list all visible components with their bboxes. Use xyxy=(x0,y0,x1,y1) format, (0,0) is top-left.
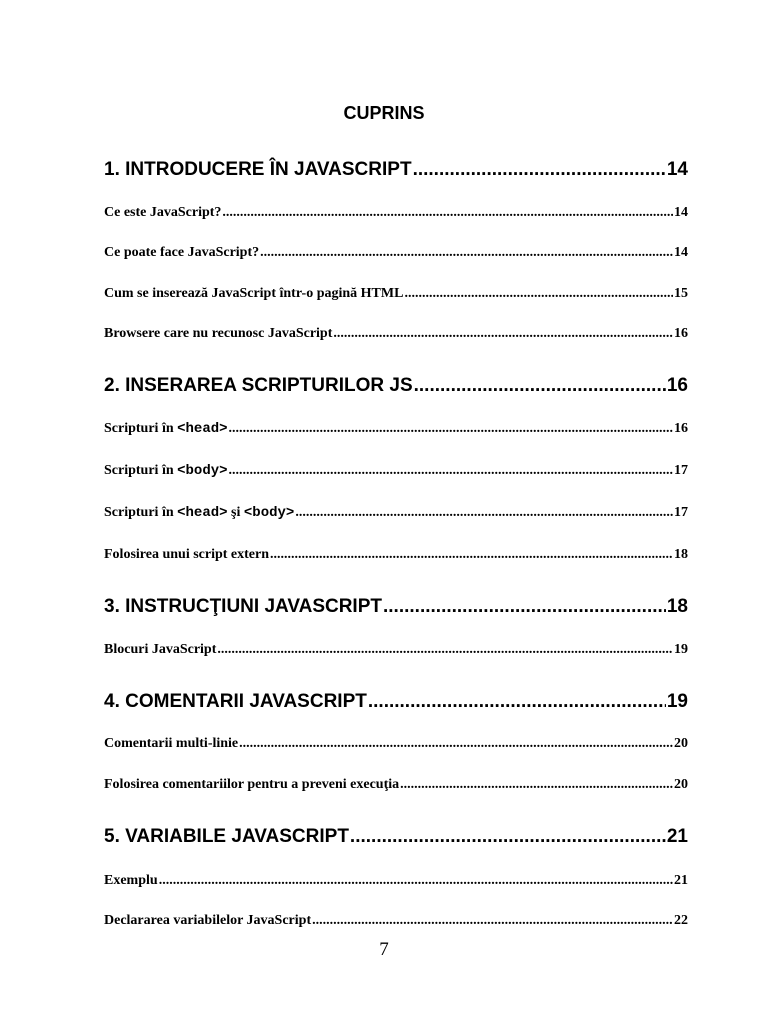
dot-leader xyxy=(383,595,666,619)
toc-entry-label: 5. VARIABILE JAVASCRIPT xyxy=(104,826,349,847)
toc-entry-page: 21 xyxy=(674,873,688,888)
dot-leader xyxy=(368,690,666,714)
dot-leader xyxy=(312,912,673,930)
toc-entry-label: Blocuri JavaScript xyxy=(104,642,217,657)
toc-entry-page: 20 xyxy=(674,736,688,751)
toc-entry-page: 18 xyxy=(674,547,688,562)
toc-entry-label: Scripturi în <head> şi <body> xyxy=(104,505,295,521)
toc-entry-label: Declararea variabilelor JavaScript xyxy=(104,913,312,928)
dot-leader xyxy=(229,462,673,480)
toc-entry-page: 16 xyxy=(666,375,688,396)
toc-entry-page: 22 xyxy=(674,913,688,928)
toc-entry-section xyxy=(104,735,688,753)
toc-entry-page: 14 xyxy=(666,159,688,180)
toc-entry-page: 21 xyxy=(666,826,688,847)
toc-entry-chapter-2 xyxy=(104,374,688,398)
dot-leader xyxy=(260,244,673,262)
toc-entry-label: Folosirea comentariilor pentru a preveni execuţia xyxy=(104,777,400,792)
dot-leader xyxy=(239,735,673,753)
toc-entry-label: Folosirea unui script extern xyxy=(104,547,270,562)
dot-leader xyxy=(414,374,666,398)
toc-entry-section xyxy=(104,420,688,438)
toc-entry-chapter-1 xyxy=(104,158,688,182)
toc-entry-section xyxy=(104,546,688,564)
toc-entry-chapter-4 xyxy=(104,690,688,714)
toc-entry-page: 16 xyxy=(674,421,688,436)
toc-entry-page: 17 xyxy=(674,463,688,478)
toc-entry-section xyxy=(104,285,688,303)
toc-entry-page: 14 xyxy=(674,205,688,220)
toc-entry-section xyxy=(104,504,688,522)
toc-entry-label: Browsere care nu recunosc JavaScript xyxy=(104,326,333,341)
toc-entry-page: 19 xyxy=(666,691,688,712)
toc-entry-section xyxy=(104,244,688,262)
toc-entry-page: 15 xyxy=(674,286,688,301)
toc-entry-section xyxy=(104,462,688,480)
toc-entry-label: Comentarii multi-linie xyxy=(104,736,239,751)
dot-leader xyxy=(333,325,673,343)
dot-leader xyxy=(270,546,673,564)
toc-entry-page: 14 xyxy=(674,245,688,260)
toc-entry-page: 19 xyxy=(674,642,688,657)
toc-entry-page: 18 xyxy=(666,596,688,617)
toc-entry-page: 17 xyxy=(674,505,688,520)
toc-title: CUPRINS xyxy=(343,103,425,123)
toc-entry-label: Scripturi în <head> xyxy=(104,421,228,437)
toc-entry-page: 20 xyxy=(674,777,688,792)
toc-entry-label: 4. COMENTARII JAVASCRIPT xyxy=(104,691,367,712)
dot-leader xyxy=(400,776,673,794)
dot-leader xyxy=(222,204,673,222)
toc-entry-section xyxy=(104,641,688,659)
toc-entry-label: Exemplu xyxy=(104,873,158,888)
toc-entry-label: Ce este JavaScript? xyxy=(104,205,222,220)
toc-entry-section xyxy=(104,776,688,794)
dot-leader xyxy=(229,420,673,438)
dot-leader xyxy=(413,158,666,182)
toc-entry-label: 1. INTRODUCERE ÎN JAVASCRIPT xyxy=(104,159,412,180)
toc-entry-chapter-5 xyxy=(104,825,688,849)
dot-leader xyxy=(159,872,673,890)
toc-entry-label: Ce poate face JavaScript? xyxy=(104,245,260,260)
toc-entry-chapter-3 xyxy=(104,595,688,619)
page-number: 7 xyxy=(379,939,389,960)
toc-entry-section xyxy=(104,872,688,890)
toc-entry-label: 3. INSTRUCŢIUNI JAVASCRIPT xyxy=(104,596,382,617)
dot-leader xyxy=(350,825,666,849)
toc-entry-section xyxy=(104,204,688,222)
toc-entry-section xyxy=(104,325,688,343)
dot-leader xyxy=(295,504,673,522)
dot-leader xyxy=(217,641,673,659)
toc-entry-label: Cum se inserează JavaScript într-o pagină HTML xyxy=(104,286,404,301)
toc-entry-page: 16 xyxy=(674,326,688,341)
toc-entry-section xyxy=(104,912,688,930)
toc-entry-label: 2. INSERAREA SCRIPTURILOR JS xyxy=(104,375,413,396)
dot-leader xyxy=(404,285,673,303)
toc-entry-label: Scripturi în <body> xyxy=(104,463,228,479)
